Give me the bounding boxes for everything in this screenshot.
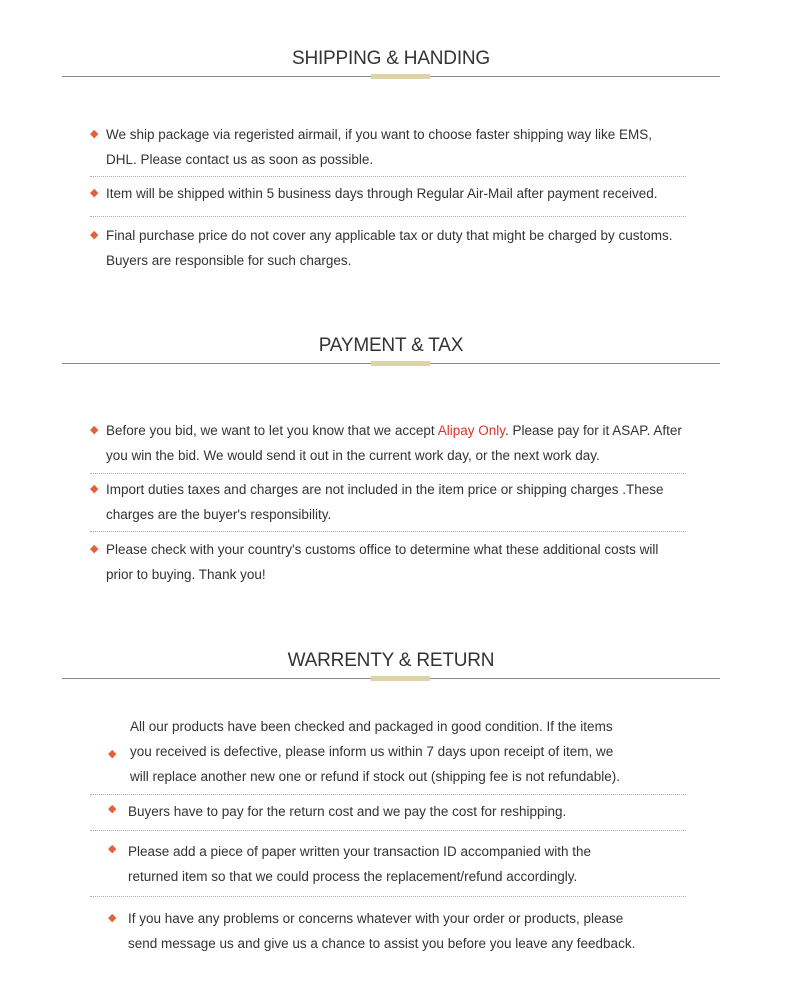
payment-text-after: . Please pay for it ASAP. After you win the bid. We would send it out in the current work day, or the next work day. — [106, 423, 682, 463]
list-item — [90, 217, 686, 273]
list-item-text: Import duties taxes and charges are not included in the item price or shipping charges .These charges are the buyer's responsibility. — [106, 482, 664, 522]
diamond-icon: ◆ — [90, 229, 99, 241]
warranty-section-title: WARRENTY & RETURN — [287, 650, 495, 671]
shipping-section-header — [62, 48, 720, 88]
payment-section-title: PAYMENT & TAX — [318, 335, 464, 356]
diamond-icon: ◆ — [108, 748, 117, 760]
warranty-list — [90, 714, 686, 956]
list-item-text: Final purchase price do not cover any applicable tax or duty that might be charged by customs. Buyers are responsible for such charges. — [106, 228, 673, 268]
list-item — [90, 831, 686, 897]
payment-section-header — [62, 335, 720, 375]
list-item-text: We ship package via regeristed airmail, if you want to choose faster shipping way like EMS, DHL. Please contact us as soon as possible. — [106, 127, 653, 167]
list-item-text: If you have any problems or concerns whatever with your order or products, please send message us and give us a chance to assist you before you leave any feedback. — [128, 911, 636, 951]
list-item-text: All our products have been checked and packaged in good condition. If the items you received is defective, please inform us within 7 days upon receipt of item, we will replace another new one or refund if stock out (shipping fee is not refundable). — [130, 719, 621, 784]
list-item — [90, 714, 686, 795]
payment-text-before: Before you bid, we want to let you know that we accept — [106, 423, 438, 438]
diamond-icon: ◆ — [108, 912, 117, 924]
section-accent-bar — [371, 676, 430, 681]
diamond-icon: ◆ — [90, 543, 99, 555]
list-item — [90, 532, 686, 587]
warranty-section-header — [62, 650, 720, 690]
list-item — [90, 795, 686, 831]
shipping-list — [90, 122, 686, 273]
diamond-icon: ◆ — [90, 483, 99, 495]
section-accent-bar — [371, 361, 430, 366]
diamond-icon: ◆ — [90, 424, 99, 436]
list-item — [90, 474, 686, 532]
shipping-section-title: SHIPPING & HANDING — [291, 48, 491, 69]
list-item-text: Buyers have to pay for the return cost and we pay the cost for reshipping. — [128, 804, 567, 819]
section-accent-bar — [371, 74, 430, 79]
alipay-only-highlight: Alipay Only — [437, 423, 505, 438]
list-item-text — [90, 418, 686, 468]
diamond-icon: ◆ — [90, 128, 99, 140]
diamond-icon: ◆ — [90, 187, 99, 199]
diamond-icon: ◆ — [108, 843, 117, 855]
list-item-text: Please check with your country's customs office to determine what these additional costs will prior to buying. Thank you! — [106, 542, 659, 582]
list-item — [90, 897, 686, 956]
diamond-icon: ◆ — [108, 803, 117, 815]
list-item-text: Item will be shipped within 5 business days through Regular Air-Mail after payment received. — [106, 186, 658, 201]
payment-list — [90, 418, 686, 587]
list-item — [90, 418, 686, 474]
list-item — [90, 177, 686, 217]
list-item-text: Please add a piece of paper written your transaction ID accompanied with the returned item so that we could process the replacement/refund accordingly. — [128, 844, 592, 884]
list-item — [90, 122, 686, 177]
